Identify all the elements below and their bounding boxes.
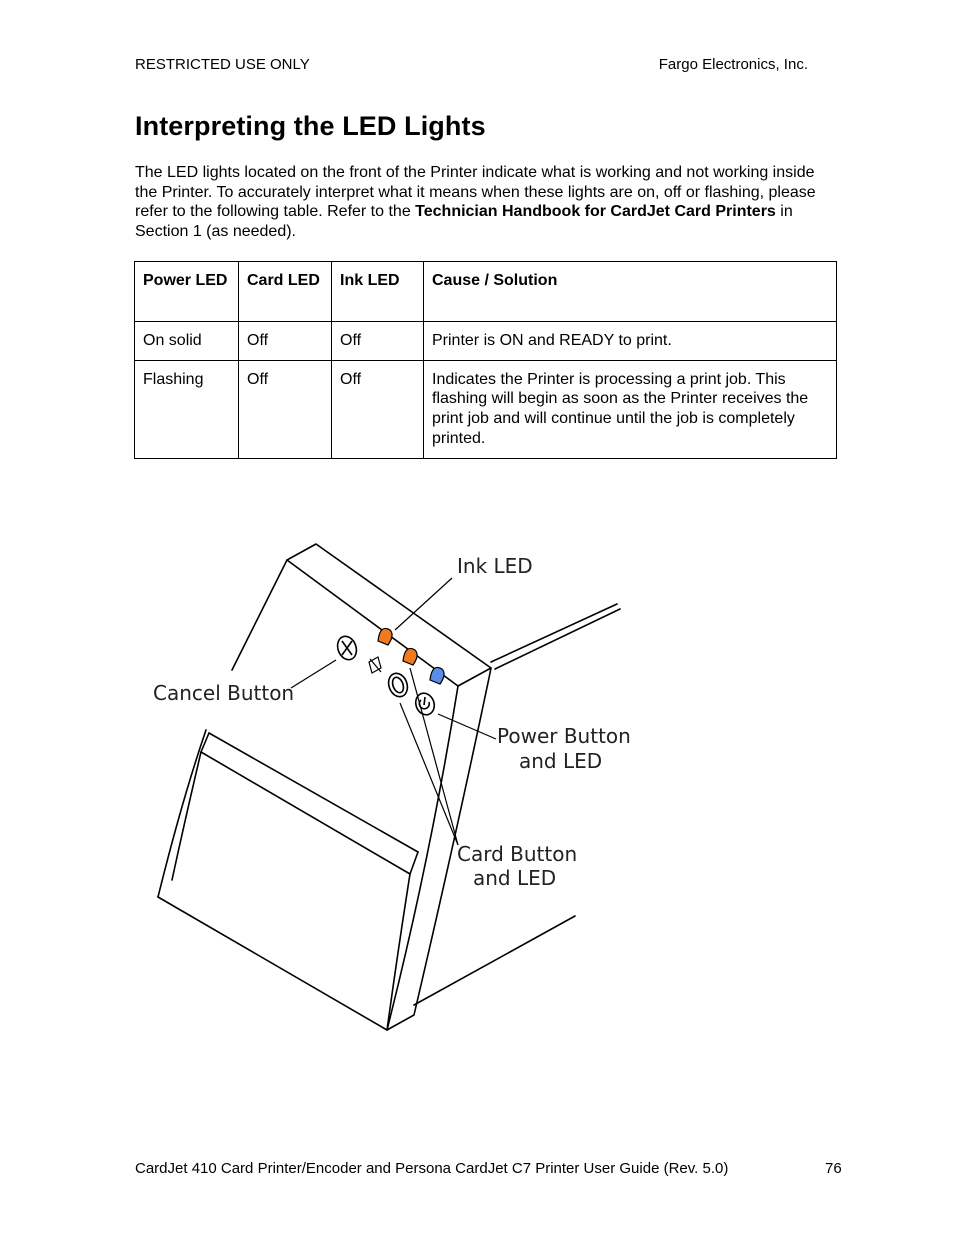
header-ink-led: Ink LED [332, 262, 424, 322]
card-button-label-line2: and LED [473, 866, 557, 890]
page-number: 76 [825, 1160, 842, 1177]
printer-left-edge [232, 560, 287, 670]
cell-power-led: On solid [135, 322, 239, 361]
led-table [134, 261, 837, 459]
cell-ink-led: Off [332, 322, 424, 361]
cell-card-led: Off [239, 360, 332, 458]
intro-paragraph [135, 163, 840, 242]
cell-card-led: Off [239, 322, 332, 361]
card-button-leader [400, 703, 458, 845]
running-header-right: Fargo Electronics, Inc. [658, 56, 808, 73]
header-power-led: Power LED [135, 262, 239, 322]
running-header-left: RESTRICTED USE ONLY [135, 56, 310, 73]
intro-text-after: in Section 1 (as needed). [135, 203, 793, 241]
intro-text-before: The LED lights located on the front of the Printer indicate what is working and not working inside the Printer. To accurately interpret what it means when these lights are on, off or flashing, please refer to the following table. Refer to the [135, 164, 816, 221]
ink-led-label: Ink LED [457, 554, 533, 578]
power-button-label-line2: and LED [519, 749, 603, 773]
page-title: Interpreting the LED Lights [135, 111, 486, 141]
intro-bold-reference: Technician Handbook for CardJet Card Printers [415, 203, 776, 221]
table-header-row [135, 262, 837, 322]
power-led [430, 667, 444, 684]
cancel-button-label: Cancel Button [153, 681, 295, 705]
footer-title: CardJet 410 Card Printer/Encoder and Persona CardJet C7 Printer User Guide (Rev. 5.0) [135, 1160, 729, 1177]
ink-led [378, 628, 392, 645]
printer-front-panel-diagram [140, 535, 640, 1045]
cell-power-led: Flashing [135, 360, 239, 458]
card-slot-lower [201, 752, 410, 874]
cell-cause-solution: Printer is ON and READY to print. [424, 322, 837, 361]
printer-left-lower-edge [158, 730, 206, 897]
cancel-button-icon [334, 634, 359, 663]
table-row [135, 360, 837, 458]
card-button-icon [385, 671, 410, 700]
cell-ink-led: Off [332, 360, 424, 458]
power-button-icon [413, 691, 437, 718]
card-icon [369, 657, 381, 673]
power-button-leader [438, 714, 496, 739]
table-row [135, 322, 837, 361]
ink-led-leader [395, 578, 452, 630]
header-card-led: Card LED [239, 262, 332, 322]
cable [491, 604, 620, 669]
power-button-label-line1: Power Button [497, 724, 631, 748]
card-button-label-line1: Card Button [457, 842, 578, 866]
printer-front-bottom [158, 897, 387, 1030]
card-slot-upper [209, 733, 418, 852]
cancel-button-leader [291, 660, 336, 688]
card-led [403, 648, 417, 665]
cell-cause-solution: Indicates the Printer is processing a print job. This flashing will begin as soon as the Printer receives the print job and will continue until the job is completely printed. [424, 360, 837, 458]
header-cause-solution: Cause / Solution [424, 262, 837, 322]
printer-base-line [414, 916, 575, 1005]
